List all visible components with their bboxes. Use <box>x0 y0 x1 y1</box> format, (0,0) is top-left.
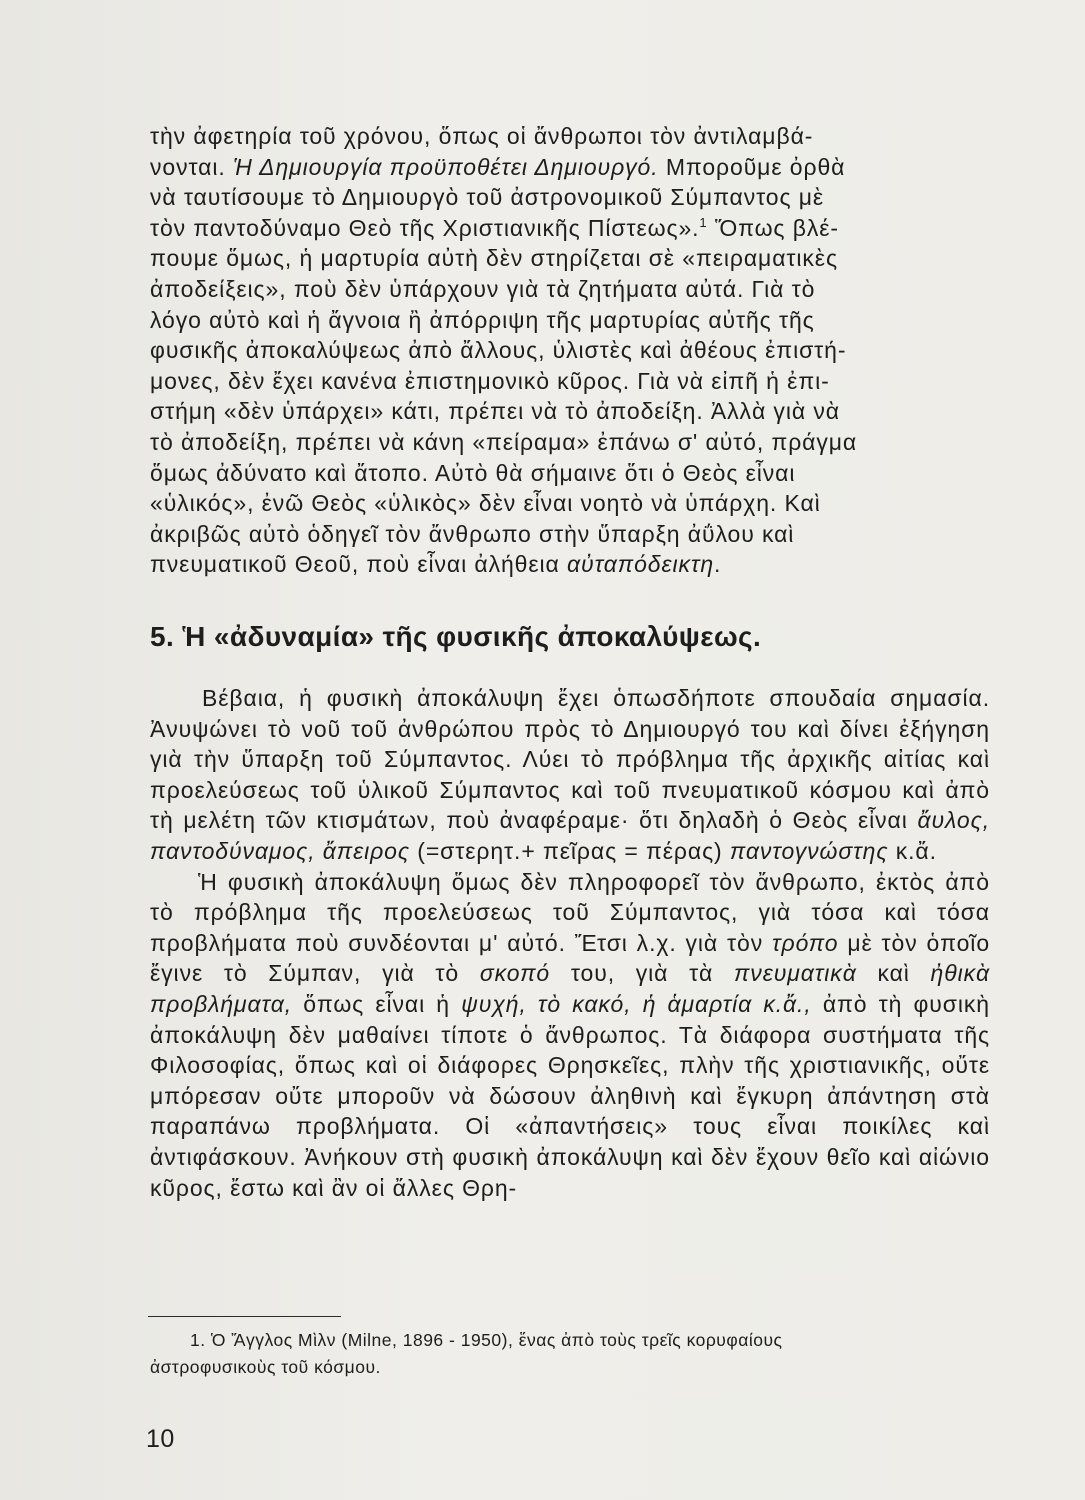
continuation-paragraph <box>150 121 990 580</box>
text-line: τὴν ἀφετηρία τοῦ χρόνου, ὅπως οἱ ἄνθρωποι τὸν ἀντιλαμβά- <box>150 123 814 149</box>
paragraph-text: του, γιὰ τὰ <box>550 960 734 987</box>
text-line: λόγο αὐτὸ καὶ ἡ ἄγνοια ἢ ἀπόρριψη τῆς μαρτυρίας αὐτῆς τῆς <box>150 306 815 333</box>
text-line: φυσικῆς ἀποκαλύψεως ἀπὸ ἄλλους, ὑλιστὲς καὶ ἀθέους ἐπιστή- <box>150 337 847 364</box>
paragraph-text: κ.ἄ. <box>888 837 937 864</box>
italic-text: παντογνώστης <box>729 837 889 864</box>
italic-text: πνευματικὰ <box>734 960 857 987</box>
text-line: ἀκριβῶς αὐτὸ ὁδηγεῖ τὸν ἄνθρωπο στὴν ὕπαρξη ἀΰλου καὶ <box>150 520 795 547</box>
text-line: πνευματικοῦ Θεοῦ, ποὺ εἶναι ἀλήθεια <box>150 551 568 578</box>
italic-text: ἠθικὰ προβλήματα, <box>150 960 991 1017</box>
italic-text: σκοπό <box>479 960 551 987</box>
paragraph-text: Βέβαια, ἡ φυσικὴ ἀποκάλυψη ἔχει ὁπωσδήποτε σπουδαία σημασία. Ἀνυψώνει τὸ νοῦ τοῦ ἀνθρώπου πρὸς τὸ Δημιουργό του καὶ δίνει ἐξήγηση γιὰ τὴν ὕπαρξη τοῦ Σύμπαντος. Λύει τὸ πρόβλημα τῆς ἀρχικῆς αἰτίας καὶ προελεύσεως τοῦ ὑλικοῦ Σύμπαντος καὶ τοῦ πνευματικοῦ κόσμου καὶ ἀπὸ τὴ μελέτη τῶν κτισμάτων, ποὺ ἀναφέραμε· ὅτι δηλαδὴ ὁ Θεὸς εἶναι <box>150 685 990 834</box>
text-line: τὸ ἀποδείξη, πρέπει νὰ κάνη «πείραμα» ἐπάνω σ' αὐτό, πράγμα <box>150 428 858 455</box>
text-line: μονες, δὲν ἔχει κανένα ἐπιστημονικὸ κῦρος. Γιὰ νὰ εἰπῆ ἡ ἐπι- <box>150 367 830 394</box>
section-body <box>150 683 990 1203</box>
text-line: ὅμως ἀδύνατο καὶ ἄτοπο. Αὐτὸ θὰ σήμαινε ὅτι ὁ Θεὸς εἶναι <box>150 459 796 486</box>
paragraph-text: μὲ τὸν ὁποῖο ἔγινε τὸ Σύμπαν, γιὰ τὸ <box>150 929 991 987</box>
text-line: στήμη «δὲν ὑπάρχει» κάτι, πρέπει νὰ τὸ ἀποδείξη. Ἀλλὰ γιὰ νὰ <box>150 398 840 425</box>
text-line: Ὅπως βλέ- <box>707 214 839 241</box>
footnote-divider <box>148 1316 341 1317</box>
text-line: νὰ ταυτίσουμε τὸ Δημιουργὸ τοῦ ἀστρονομικοῦ Σύμπαντος μὲ <box>150 184 825 211</box>
text-line: πουμε ὅμως, ἡ μαρτυρία αὐτὴ δὲν στηρίζεται σὲ «πειραματικὲς <box>150 245 838 272</box>
paragraph-text: ὅπως εἶναι ἡ <box>292 990 462 1017</box>
paragraph-text: ἀπὸ τὴ φυσικὴ ἀποκάλυψη δὲν μαθαίνει τίποτε ὁ ἄνθρωπος. Τὰ διάφορα συστήματα τῆς Φιλοσοφίας, ὅπως καὶ οἱ διάφορες Θρησκεῖες, πλὴν τῆς χριστιανικῆς, οὔτε μπόρεσαν οὔτε μποροῦν νὰ δώσουν ἀληθινὴ καὶ ἔγκυρη ἀπάντηση στὰ παραπάνω προβλήματα. Οἱ «ἀπαντήσεις» τους εἶναι ποικίλες καὶ ἀντιφάσκουν. Ἀνήκουν στὴ φυσικὴ ἀποκάλυψη καὶ δὲν ἔχουν θεῖο καὶ αἰώνιο κῦρος, ἔστω καὶ ἂν οἱ ἄλλες Θρη- <box>150 990 990 1201</box>
paragraph <box>150 683 990 867</box>
italic-text: αὐταπόδεικτη <box>567 551 715 578</box>
paragraph-text: Ἡ φυσικὴ ἀποκάλυψη ὅμως δὲν πληροφορεῖ τὸν ἄνθρωπο, ἐκτὸς ἀπὸ τὸ πρόβλημα τῆς προελεύσεως τοῦ Σύμπαντος, γιὰ τόσα καὶ τόσα προβλήματα ποὺ συνδέονται μ' αὐτό. Ἔτσι λ.χ. γιὰ τὸν <box>150 868 990 956</box>
text-line: . <box>714 551 722 578</box>
text-line: τὸν παντοδύναμο Θεὸ τῆς Χριστιανικῆς Πίστεως». <box>150 214 700 241</box>
paragraph <box>150 867 990 1204</box>
text-line: νονται. <box>150 153 233 180</box>
italic-text: ἄυλος, παντοδύναμος, ἄπειρος <box>150 807 990 864</box>
text-line: «ὑλικός», ἐνῶ Θεὸς «ὑλικὸς» δὲν εἶναι νοητὸ νὰ ὑπάρχη. Καὶ <box>150 490 821 517</box>
text-line: ἀποδείξεις», ποὺ δὲν ὑπάρχουν γιὰ τὰ ζητήματα αὐτά. Γιὰ τὸ <box>150 275 816 302</box>
italic-text: ψυχή, τὸ κακό, ἡ ἁμαρτία κ.ἄ., <box>461 990 812 1017</box>
italic-text: τρόπο <box>772 929 839 956</box>
footnote-reference[interactable]: 1 <box>699 214 708 230</box>
paragraph-text: (=στερητ.+ πεῖρας = πέρας) <box>409 837 730 864</box>
footnote <box>150 1327 990 1381</box>
section-heading: 5. Ἡ «ἀδυναμία» τῆς φυσικῆς ἀποκαλύψεως. <box>150 621 762 652</box>
text-line: Μποροῦμε ὀρθὰ <box>658 153 846 180</box>
page-number: 10 <box>146 1425 175 1453</box>
paragraph-text: καὶ <box>856 960 931 987</box>
italic-text: Ἡ Δημιουργία προϋποθέτει Δημιουργό. <box>232 153 659 180</box>
footnote-line: 1. Ὁ Ἄγγλος Μὶλν (Milne, 1896 - 1950), ἕνας ἀπὸ τοὺς τρεῖς κορυφαίους <box>190 1330 783 1350</box>
footnote-line: ἀστροφυσικοὺς τοῦ κόσμου. <box>150 1357 381 1377</box>
